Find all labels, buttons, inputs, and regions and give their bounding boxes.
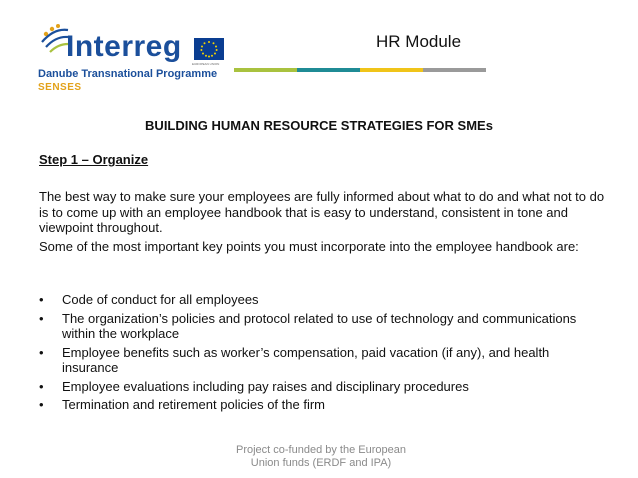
list-item <box>39 311 609 342</box>
header-color-bars <box>234 68 486 72</box>
bullet-icon: • <box>39 292 44 307</box>
bullet-icon: • <box>39 378 44 394</box>
color-bar-3 <box>360 68 423 72</box>
paragraph-key-points: Some of the most important key points you must incorporate into the employee handbook are: <box>39 239 579 254</box>
bullet-icon: • <box>39 397 44 412</box>
color-bar-1 <box>234 68 297 72</box>
document-heading: BUILDING HUMAN RESOURCE STRATEGIES FOR SMEs <box>145 118 493 133</box>
eu-flag-icon <box>194 38 224 60</box>
logo-project-name: SENSES <box>38 82 82 93</box>
logo-subtitle: Danube Transnational Programme <box>38 68 218 80</box>
bullet-icon: • <box>39 310 44 326</box>
interreg-logo <box>22 18 232 98</box>
logo-wordmark: Interreg <box>66 30 182 63</box>
list-item-text: Employee evaluations including pay raises and disciplinary procedures <box>62 378 469 394</box>
footer-funding-note <box>0 444 638 470</box>
list-item <box>39 345 609 376</box>
list-item <box>39 379 609 395</box>
bullet-list <box>39 292 609 416</box>
list-item-text: The organization’s policies and protocol related to use of technology and communications within the workplace <box>62 310 577 341</box>
bullet-icon: • <box>39 344 44 360</box>
step-title: Step 1 – Organize <box>39 152 149 167</box>
paragraph-intro: The best way to make sure your employees are fully informed about what to do and what not to do is to come up with an employee handbook that is easy to understand, consistent in tone and viewpoint throughout. <box>39 189 605 235</box>
footer-text: Project co-funded by the European Union funds (ERDF and IPA) <box>235 444 406 469</box>
list-item-text: Code of conduct for all employees <box>62 292 259 307</box>
list-item <box>39 292 609 308</box>
module-title: HR Module <box>376 32 462 51</box>
list-item <box>39 397 609 413</box>
eu-caption: EUROPEAN UNION <box>192 62 220 66</box>
list-item-text: Termination and retirement policies of the firm <box>62 397 326 412</box>
color-bar-4 <box>423 68 486 72</box>
color-bar-2 <box>297 68 360 72</box>
list-item-text: Employee benefits such as worker’s compensation, paid vacation (if any), and health insurance <box>62 344 550 375</box>
